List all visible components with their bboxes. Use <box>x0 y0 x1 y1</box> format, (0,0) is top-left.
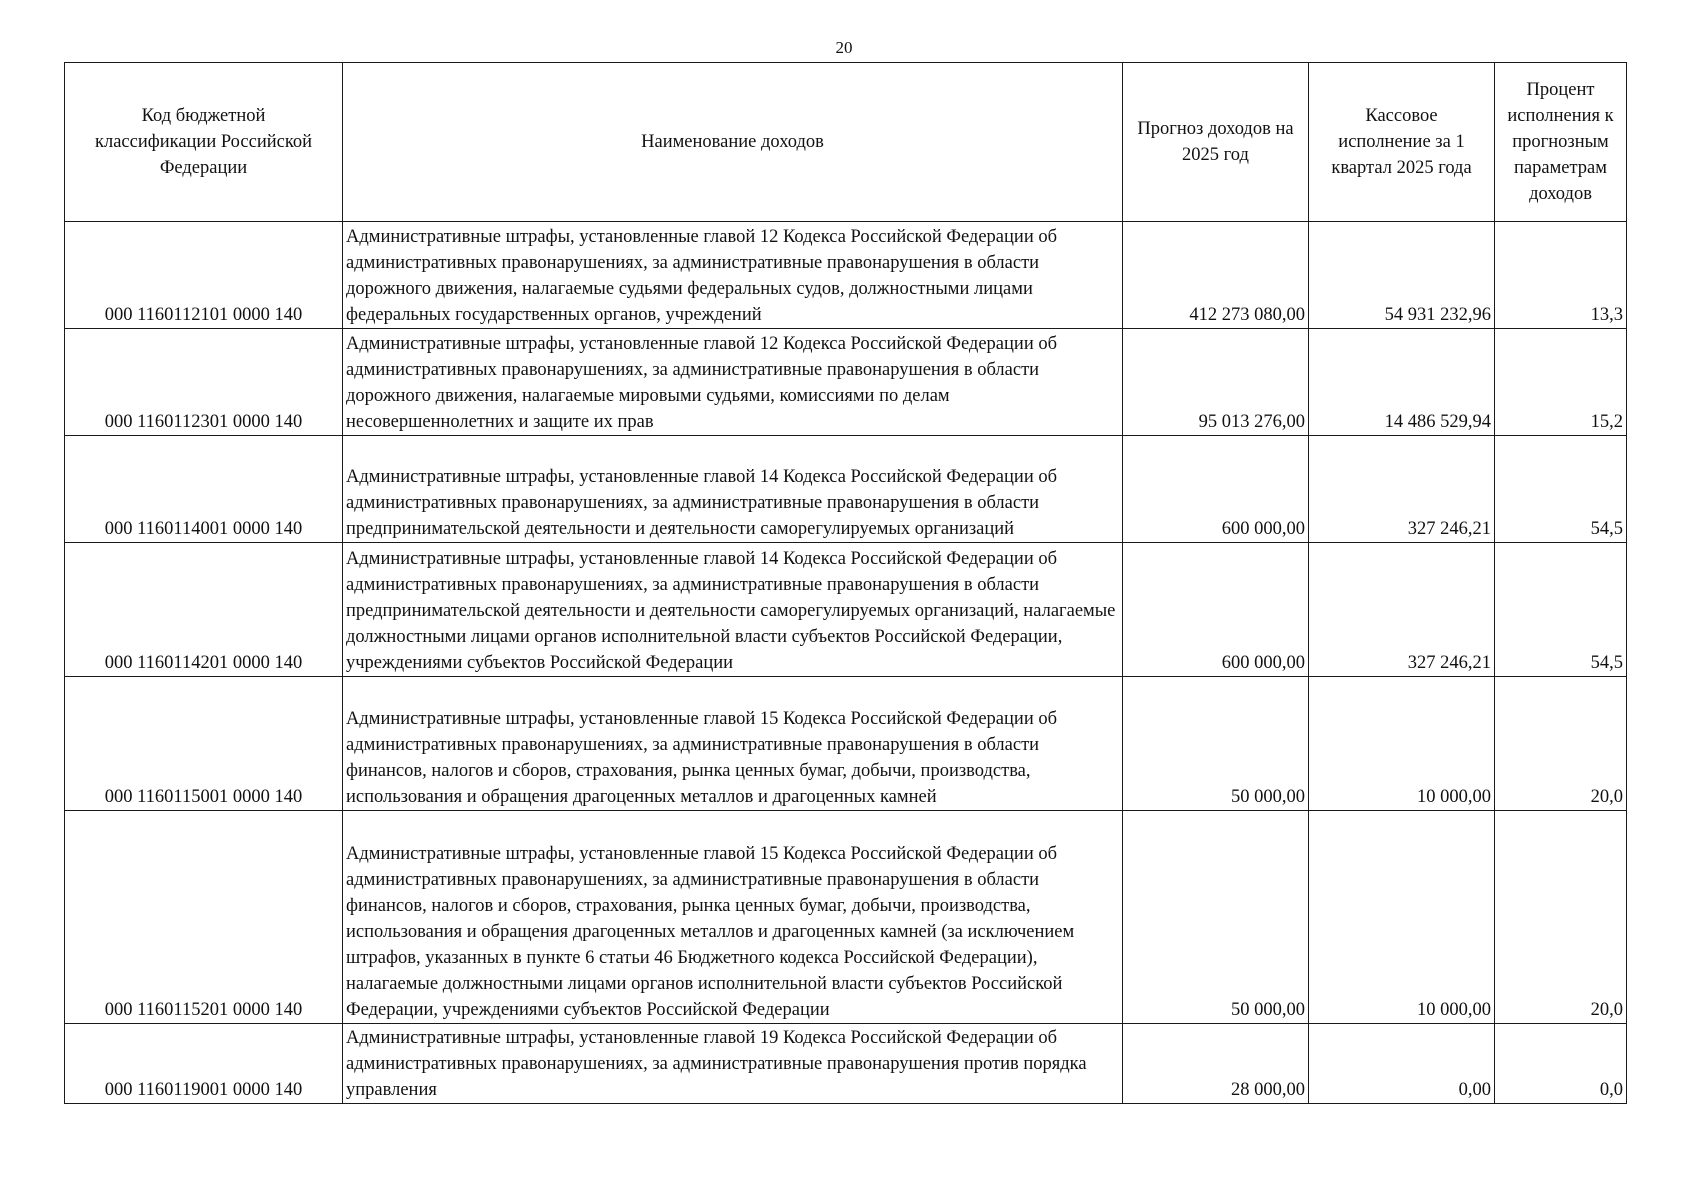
row-percent: 54,5 <box>1495 436 1627 543</box>
table-row <box>65 811 1627 1024</box>
row-code: 000 1160115201 0000 140 <box>65 811 343 1024</box>
row-name: Административные штрафы, установленные главой 12 Кодекса Российской Федерации об административных правонарушениях, за административные правонарушения в области дорожного движения, налагаемые мировыми судьями, комиссиями по делам несовершеннолетних и защите их прав <box>343 329 1123 436</box>
table-row <box>65 543 1627 677</box>
table-row <box>65 222 1627 329</box>
row-execution: 10 000,00 <box>1309 811 1495 1024</box>
header-forecast: Прогноз доходов на 2025 год <box>1123 63 1309 222</box>
table-header-row <box>65 63 1627 222</box>
header-name: Наименование доходов <box>343 63 1123 222</box>
row-execution: 327 246,21 <box>1309 436 1495 543</box>
row-forecast: 28 000,00 <box>1123 1024 1309 1104</box>
row-name: Административные штрафы, установленные главой 15 Кодекса Российской Федерации об административных правонарушениях, за административные правонарушения в области финансов, налогов и сборов, страхования, рынка ценных бумаг, добычи, производства, использования и обращения драгоценных металлов и драгоценных камней (за исключением штрафов, указанных в пункте 6 статьи 46 Бюджетного кодекса Российской Федерации), налагаемые должностными лицами органов исполнительной власти субъектов Российской Федерации, учреждениями субъектов Российской Федерации <box>343 811 1123 1024</box>
row-execution: 54 931 232,96 <box>1309 222 1495 329</box>
row-percent: 13,3 <box>1495 222 1627 329</box>
row-name: Административные штрафы, установленные главой 14 Кодекса Российской Федерации об административных правонарушениях, за административные правонарушения в области предпринимательской деятельности и деятельности саморегулируемых организаций, налагаемые должностными лицами органов исполнительной власти субъектов Российской Федерации, учреждениями субъектов Российской Федерации <box>343 543 1123 677</box>
row-percent: 15,2 <box>1495 329 1627 436</box>
row-forecast: 600 000,00 <box>1123 436 1309 543</box>
row-execution: 0,00 <box>1309 1024 1495 1104</box>
row-percent: 20,0 <box>1495 811 1627 1024</box>
row-code: 000 1160114001 0000 140 <box>65 436 343 543</box>
row-forecast: 600 000,00 <box>1123 543 1309 677</box>
row-code: 000 1160114201 0000 140 <box>65 543 343 677</box>
row-code: 000 1160115001 0000 140 <box>65 677 343 811</box>
row-code: 000 1160112101 0000 140 <box>65 222 343 329</box>
revenue-table <box>64 62 1627 1104</box>
page-number: 20 <box>835 38 853 57</box>
row-forecast: 50 000,00 <box>1123 677 1309 811</box>
row-name: Административные штрафы, установленные главой 12 Кодекса Российской Федерации об административных правонарушениях, за административные правонарушения в области дорожного движения, налагаемые судьями федеральных судов, должностными лицами федеральных государственных органов, учреждений <box>343 222 1123 329</box>
row-name: Административные штрафы, установленные главой 15 Кодекса Российской Федерации об административных правонарушениях, за административные правонарушения в области финансов, налогов и сборов, страхования, рынка ценных бумаг, добычи, производства, использования и обращения драгоценных металлов и драгоценных камней <box>343 677 1123 811</box>
row-percent: 0,0 <box>1495 1024 1627 1104</box>
table-row <box>65 1024 1627 1104</box>
row-name: Административные штрафы, установленные главой 19 Кодекса Российской Федерации об административных правонарушениях, за административные правонарушения против порядка управления <box>343 1024 1123 1104</box>
row-code: 000 1160119001 0000 140 <box>65 1024 343 1104</box>
row-forecast: 412 273 080,00 <box>1123 222 1309 329</box>
table-row <box>65 677 1627 811</box>
row-code: 000 1160112301 0000 140 <box>65 329 343 436</box>
row-percent: 20,0 <box>1495 677 1627 811</box>
header-execution: Кассовое исполнение за 1 квартал 2025 года <box>1309 63 1495 222</box>
table-row <box>65 329 1627 436</box>
row-execution: 10 000,00 <box>1309 677 1495 811</box>
row-execution: 327 246,21 <box>1309 543 1495 677</box>
row-forecast: 50 000,00 <box>1123 811 1309 1024</box>
row-percent: 54,5 <box>1495 543 1627 677</box>
header-code: Код бюджетной классификации Российской Федерации <box>65 63 343 222</box>
row-execution: 14 486 529,94 <box>1309 329 1495 436</box>
row-forecast: 95 013 276,00 <box>1123 329 1309 436</box>
table-row <box>65 436 1627 543</box>
header-percent: Процент исполнения к прогнозным параметрам доходов <box>1495 63 1627 222</box>
row-name: Административные штрафы, установленные главой 14 Кодекса Российской Федерации об административных правонарушениях, за административные правонарушения в области предпринимательской деятельности и деятельности саморегулируемых организаций <box>343 436 1123 543</box>
